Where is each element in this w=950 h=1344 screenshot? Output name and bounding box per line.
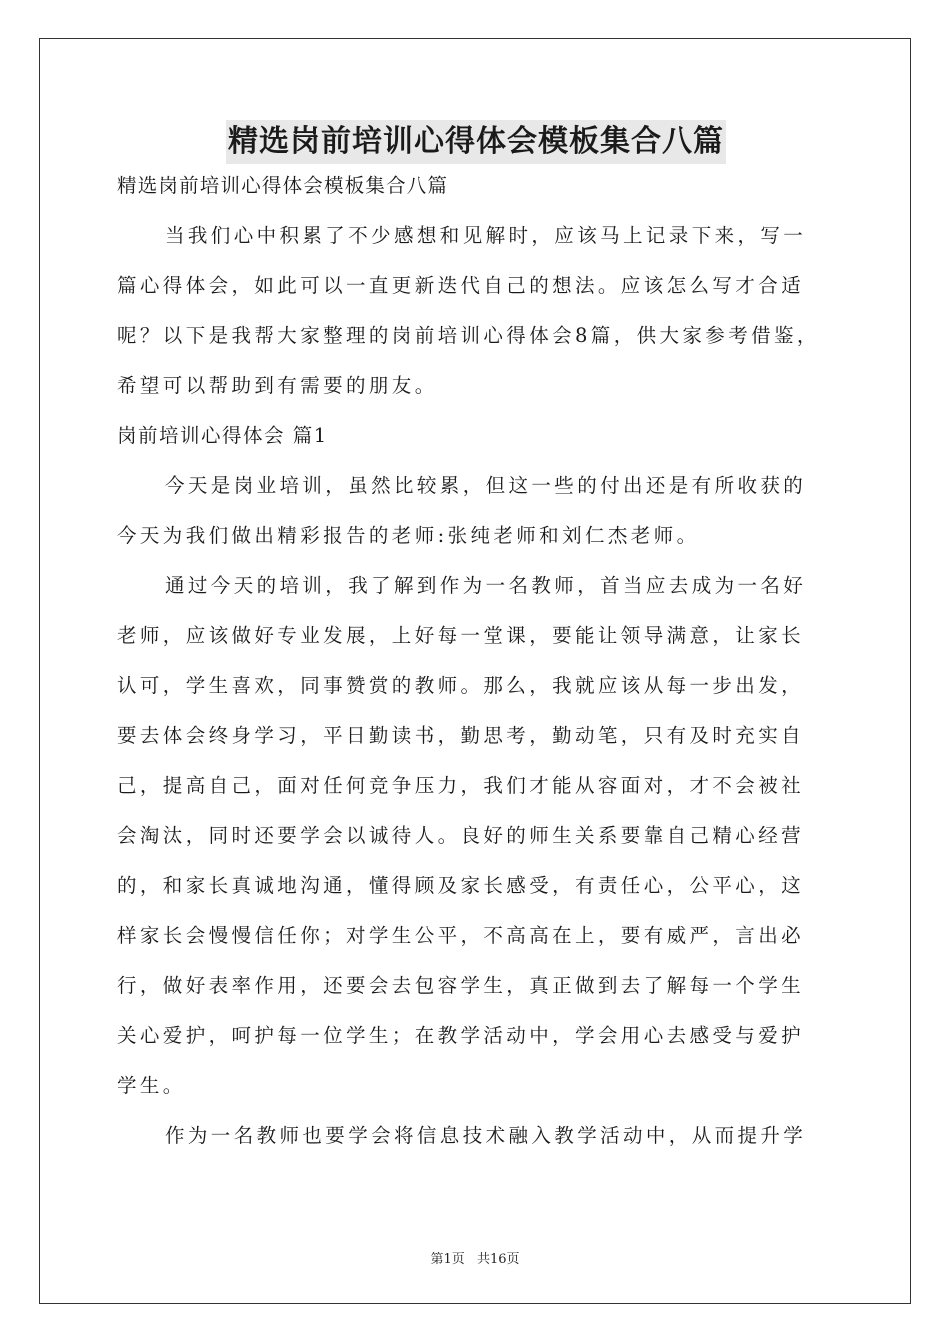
- paragraph-2: [117, 561, 835, 1111]
- paragraph-1: [117, 461, 835, 561]
- paragraph-line: 今天是岗业培训，虽然比较累，但这一些的付出还是有所收获的: [165, 474, 807, 497]
- paragraph-line: 样家长会慢慢信任你；对学生公平，不高高在上，要有威严，言出必: [117, 924, 805, 947]
- paragraph-line: 会淘汰，同时还要学会以诚待人。良好的师生关系要靠自己精心经营: [117, 824, 805, 847]
- paragraph-line: 呢？以下是我帮大家整理的岗前培训心得体会8篇，供大家参考借鉴，: [117, 324, 820, 347]
- paragraph-line: 行，做好表率作用，还要会去包容学生，真正做到去了解每一个学生: [117, 974, 805, 997]
- page-number: 第1页: [430, 1252, 465, 1267]
- paragraph-line: 认可，学生喜欢，同事赞赏的教师。那么，我就应该从每一步出发，: [117, 674, 805, 697]
- paragraph-line: 今天为我们做出精彩报告的老师:张纯老师和刘仁杰老师。: [117, 524, 700, 547]
- paragraph-3: [117, 1111, 835, 1161]
- paragraph-line: 的，和家长真诚地沟通，懂得顾及家长感受，有责任心，公平心，这: [117, 874, 805, 897]
- document-subtitle: 精选岗前培训心得体会模板集合八篇: [117, 174, 449, 197]
- paragraph-line: 作为一名教师也要学会将信息技术融入教学活动中，从而提升学: [165, 1124, 807, 1147]
- paragraph-line: 希望可以帮助到有需要的朋友。: [117, 374, 438, 397]
- paragraph-line: 己，提高自己，面对任何竞争压力，我们才能从容面对，才不会被社: [117, 774, 805, 797]
- document-title: 精选岗前培训心得体会模板集合八篇: [226, 120, 726, 164]
- paragraph-line: 要去体会终身学习，平日勤读书，勤思考，勤动笔，只有及时充实自: [117, 724, 805, 747]
- paragraph-line: 篇心得体会，如此可以一直更新迭代自己的想法。应该怎么写才合适: [117, 274, 805, 297]
- page-footer: [0, 1248, 950, 1267]
- intro-paragraph: [117, 211, 835, 411]
- document-body: [117, 120, 835, 1161]
- section-heading: 岗前培训心得体会 篇1: [117, 424, 328, 447]
- page-total: 共16页: [476, 1252, 520, 1267]
- paragraph-line: 老师，应该做好专业发展，上好每一堂课，要能让领导满意，让家长: [117, 624, 805, 647]
- paragraph-line: 当我们心中积累了不少感想和见解时，应该马上记录下来，写一: [165, 224, 807, 247]
- paragraph-line: 学生。: [117, 1074, 186, 1097]
- paragraph-line: 关心爱护，呵护每一位学生；在教学活动中，学会用心去感受与爱护: [117, 1024, 805, 1047]
- paragraph-line: 通过今天的培训，我了解到作为一名教师，首当应去成为一名好: [165, 574, 807, 597]
